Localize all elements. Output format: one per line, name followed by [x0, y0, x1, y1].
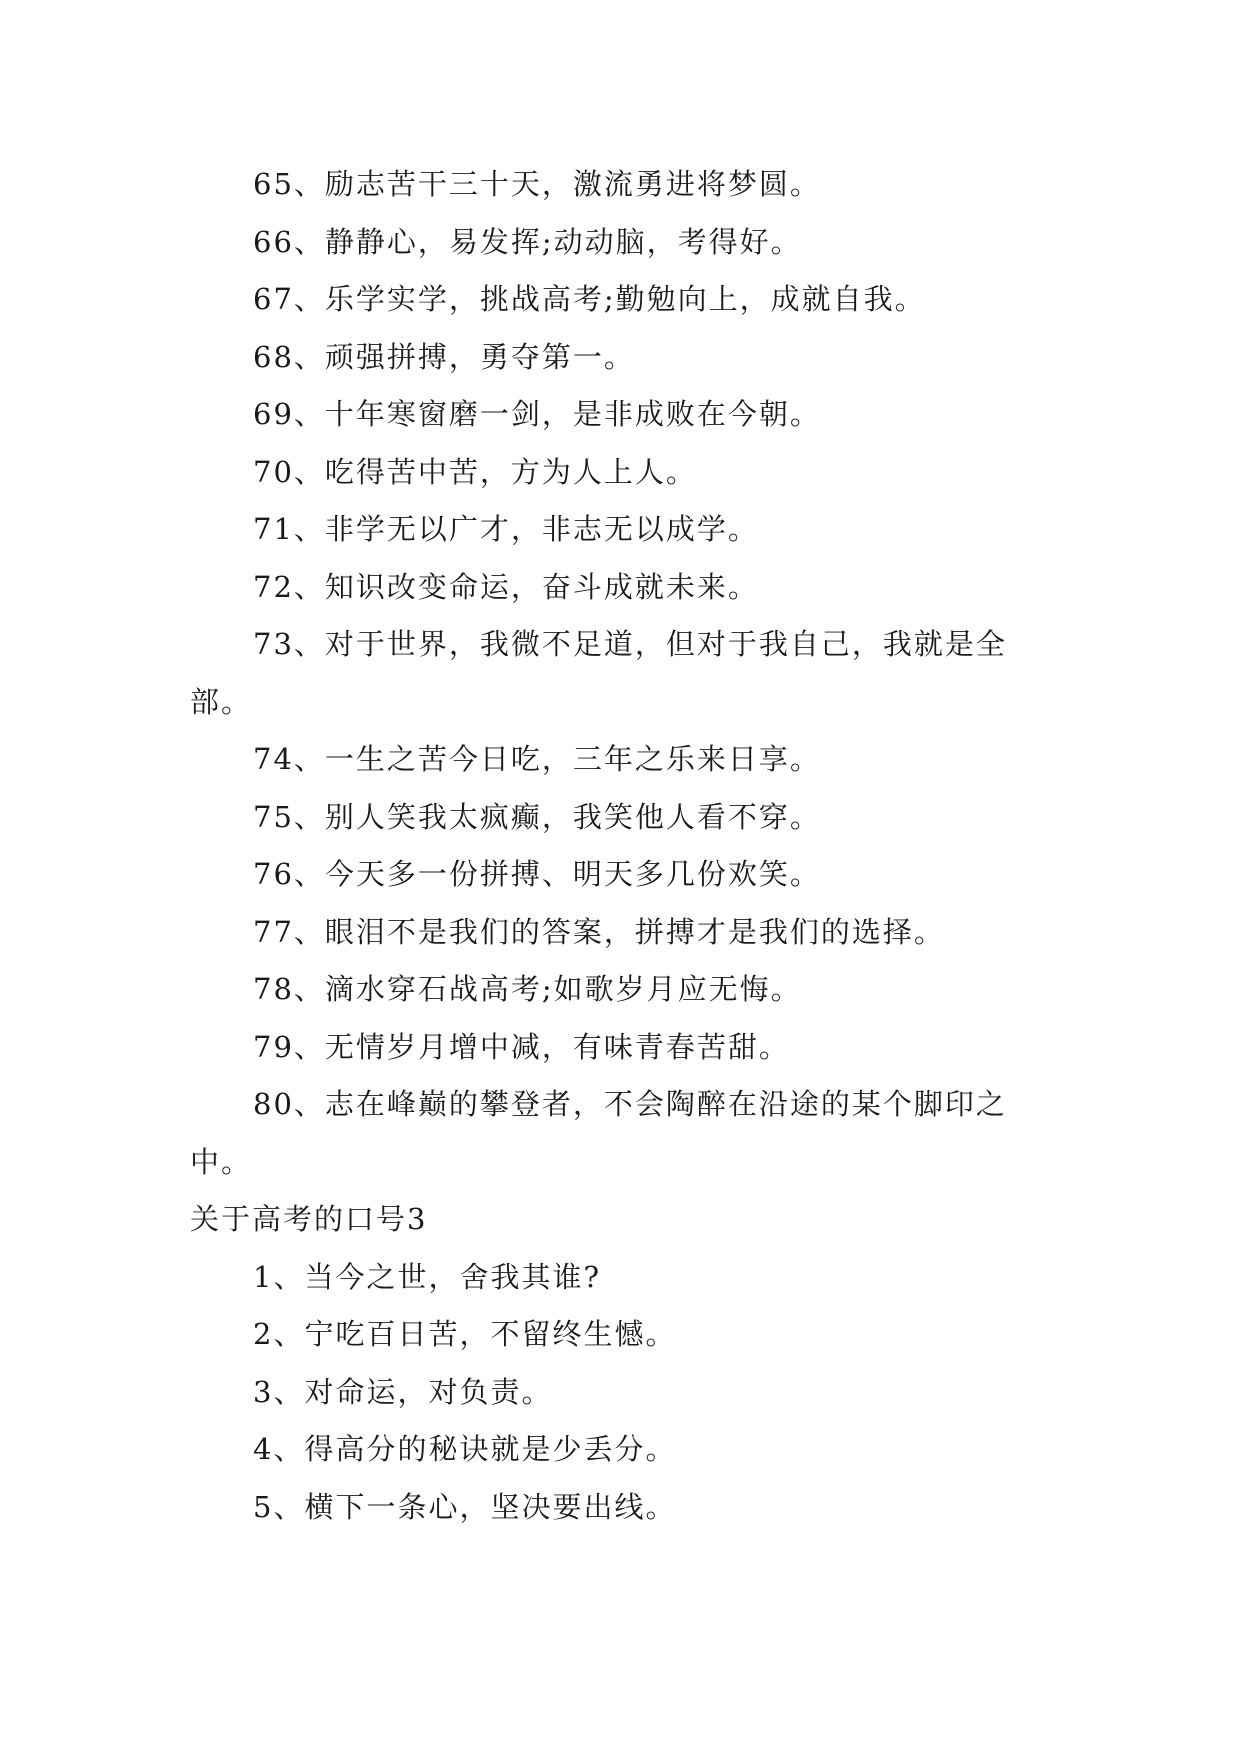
slogan-item: 74、一生之苦今日吃，三年之乐来日享。 — [253, 742, 821, 776]
slogan-item: 3、对命运，对负责。 — [253, 1374, 553, 1409]
slogan-item: 80、志在峰巅的攀登者，不会陶醉在沿途的某个脚印之中。 — [190, 1087, 1007, 1179]
slogan-item: 79、无情岁月增中减，有味青春苦甜。 — [253, 1029, 790, 1064]
slogan-item: 5、横下一条心，坚决要出线。 — [253, 1489, 677, 1524]
slogan-item: 68、顽强拼搏，勇夺第一。 — [253, 339, 635, 374]
slogan-item: 66、静静心，易发挥;动动脑，考得好。 — [253, 224, 802, 259]
slogan-item: 76、今天多一份拼搏、明天多几份欢笑。 — [253, 857, 821, 891]
slogan-item: 65、励志苦干三十天，激流勇进将梦圆。 — [253, 167, 821, 201]
slogan-item: 77、眼泪不是我们的答案，拼搏才是我们的选择。 — [253, 914, 945, 949]
slogan-item: 67、乐学实学，挑战高考;勤勉向上，成就自我。 — [253, 282, 926, 316]
document-body — [190, 156, 1060, 1536]
slogan-item: 73、对于世界，我微不足道，但对于我自己，我就是全部。 — [190, 627, 1007, 719]
slogan-item: 69、十年寒窗磨一剑，是非成败在今朝。 — [253, 397, 821, 431]
slogan-item: 4、得高分的秘诀就是少丢分。 — [253, 1432, 677, 1466]
slogan-item: 1、当今之世，舍我其谁? — [253, 1259, 601, 1294]
slogan-item: 72、知识改变命运，奋斗成就未来。 — [253, 569, 759, 604]
slogan-item: 75、别人笑我太疯癫，我笑他人看不穿。 — [253, 799, 821, 834]
slogan-item: 2、宁吃百日苦，不留终生憾。 — [253, 1317, 677, 1351]
section-heading: 关于高考的口号3 — [190, 1202, 428, 1236]
slogan-item: 70、吃得苦中苦，方为人上人。 — [253, 454, 697, 489]
slogan-item: 78、滴水穿石战高考;如歌岁月应无悔。 — [253, 972, 802, 1006]
slogan-item: 71、非学无以广才，非志无以成学。 — [253, 512, 759, 546]
